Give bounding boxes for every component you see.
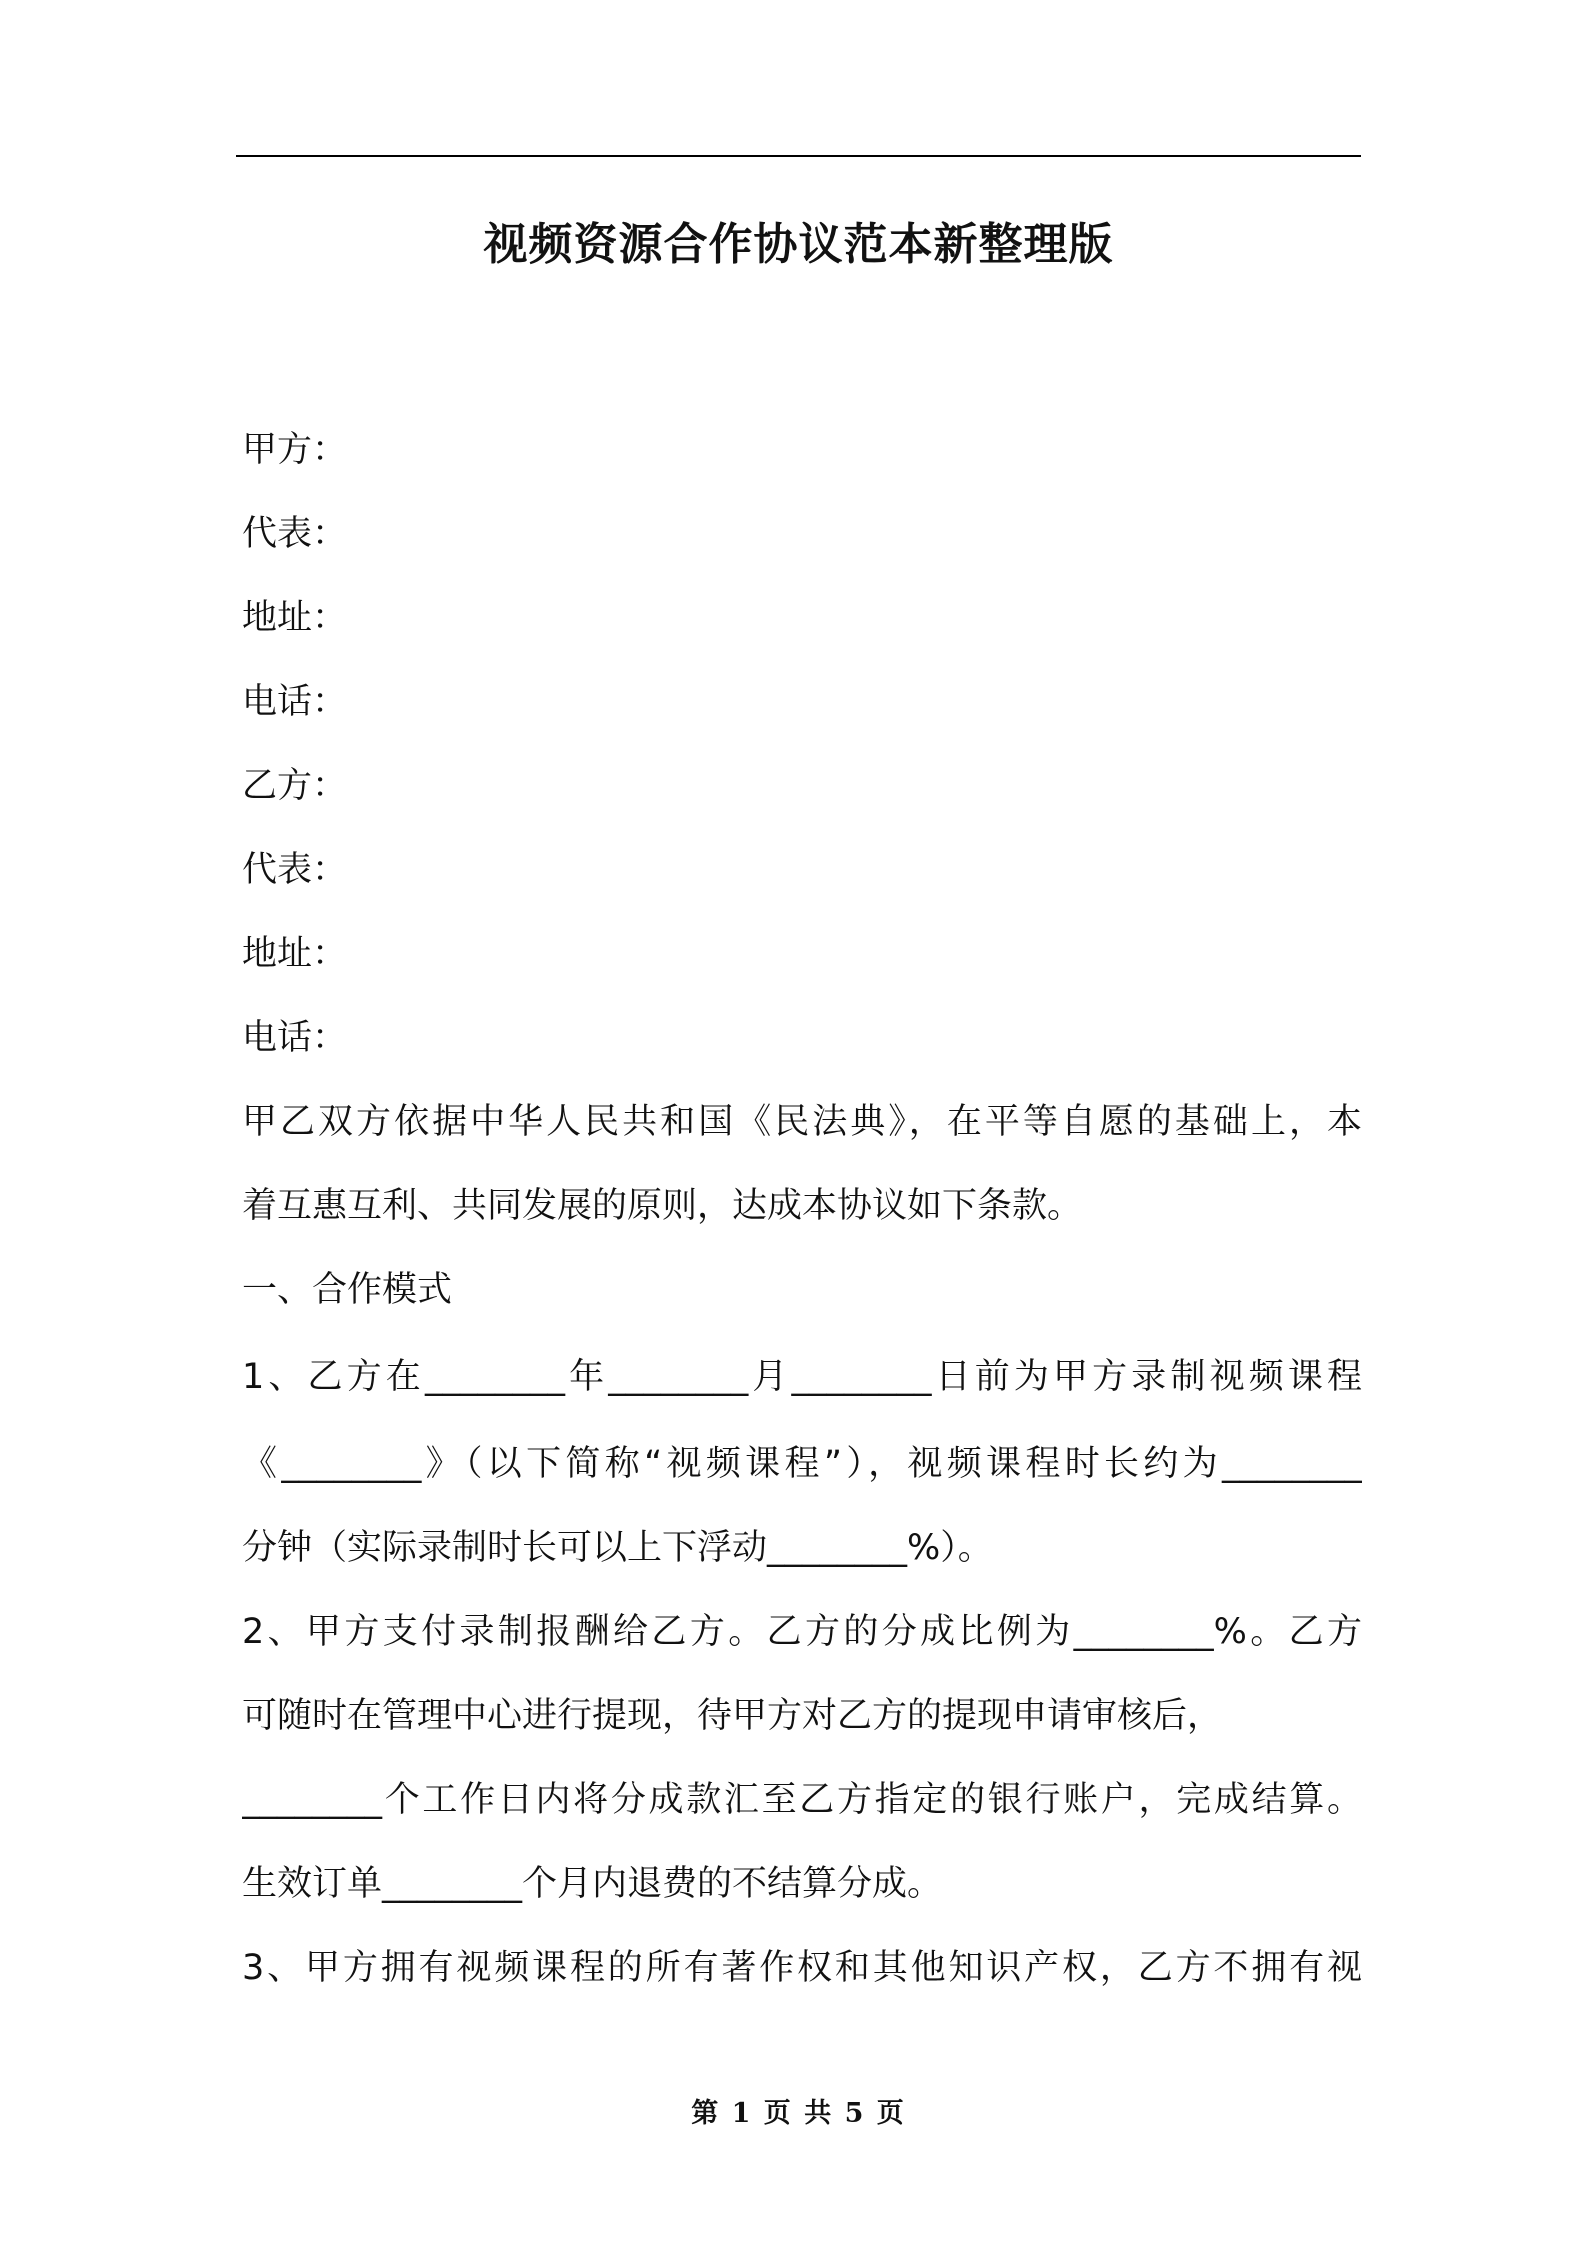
party-b-address-label: 地址： (242, 934, 348, 974)
clause-2-line-1: 2、甲方支付录制报酬给乙方。乙方的分成比例为________%。乙方 (242, 1612, 1362, 1652)
document-body (242, 408, 1362, 2010)
party-b-phone-label: 电话： (242, 1018, 348, 1058)
section-heading-cooperation-mode: 一、合作模式 (242, 1270, 453, 1310)
preamble-line-1: 甲乙双方依据中华人民共和国《民法典》，在平等自愿的基础上，本 (242, 1102, 1362, 1142)
party-a-phone-label: 电话： (242, 682, 348, 722)
party-a-address-label: 地址： (242, 598, 348, 638)
clause-2-line-2: 可随时在管理中心进行提现，待甲方对乙方的提现申请审核后， (242, 1696, 1223, 1736)
document-title: 视频资源合作协议范本新整理版 (483, 219, 1114, 270)
clause-1-line-3: 分钟（实际录制时长可以上下浮动________%）。 (242, 1528, 993, 1568)
page-number-footer: 第 1 页 共 5 页 (691, 2098, 906, 2129)
clause-2-line-3: ________个工作日内将分成款汇至乙方指定的银行账户，完成结算。 (242, 1780, 1362, 1820)
clause-1-line-2: 《________》（以下简称“视频课程”），视频课程时长约为________ (242, 1444, 1362, 1484)
party-b-representative-label: 代表： (242, 850, 348, 890)
party-a-representative-label: 代表： (242, 514, 348, 554)
clause-3-line-1: 3、甲方拥有视频课程的所有著作权和其他知识产权，乙方不拥有视 (242, 1948, 1362, 1988)
preamble-line-2: 着互惠互利、共同发展的原则，达成本协议如下条款。 (242, 1186, 1083, 1226)
party-a-label: 甲方： (242, 430, 348, 470)
clause-2-line-4: 生效订单________个月内退费的不结算分成。 (242, 1864, 943, 1904)
header-rule (236, 155, 1361, 157)
clause-1-line-1: 1、乙方在________年________月________日前为甲方录制视频课程 (242, 1357, 1362, 1397)
party-b-label: 乙方： (242, 766, 348, 806)
